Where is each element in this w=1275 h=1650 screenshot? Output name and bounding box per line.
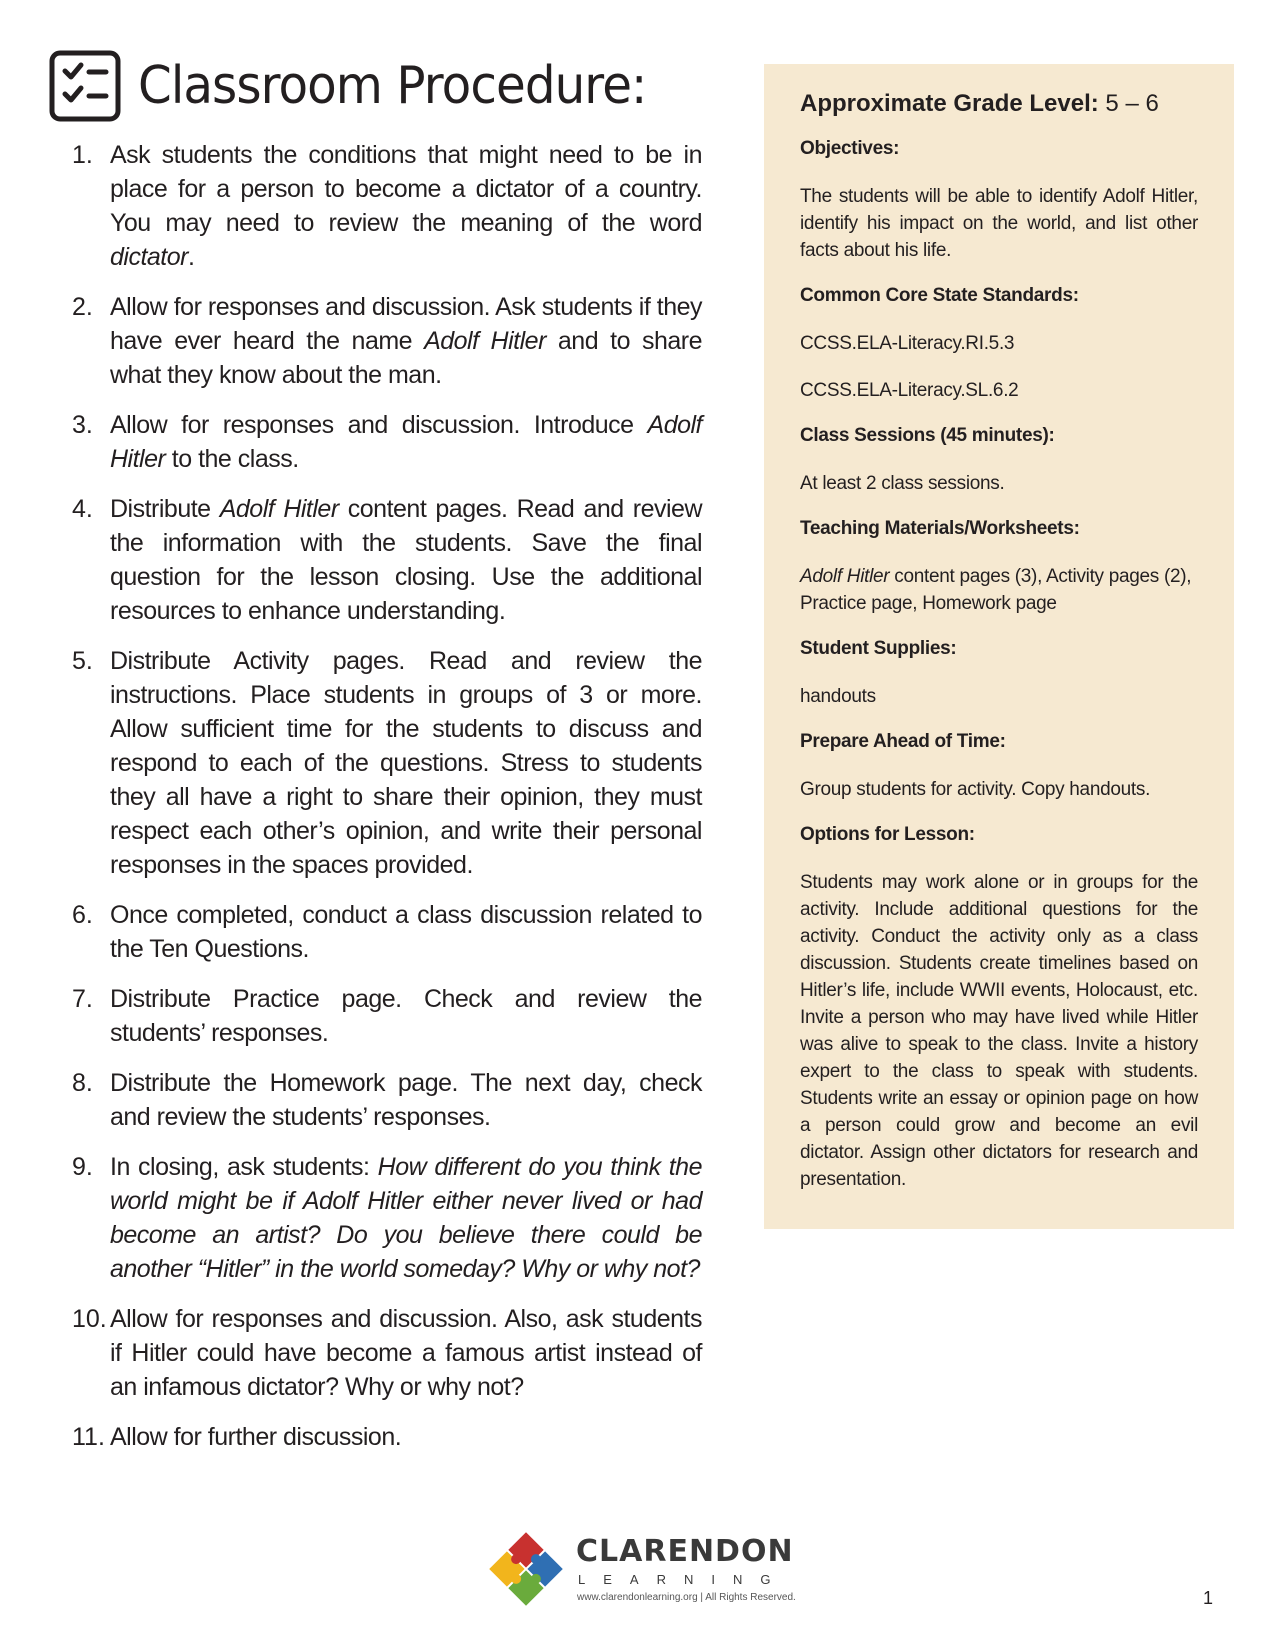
- grade-label: Approximate Grade Level:: [800, 90, 1099, 117]
- materials-text: [800, 563, 1198, 617]
- procedure-step: [72, 138, 702, 274]
- page-number: 1: [1203, 1588, 1214, 1608]
- step-text: [110, 644, 702, 882]
- brand-url: www.clarendonlearning.org | All Rights Reserved.: [577, 1592, 796, 1603]
- procedure-step: [72, 290, 702, 392]
- standards-heading: Common Core State Standards:: [800, 285, 1079, 306]
- brand-name: CLARENDON: [576, 1534, 794, 1569]
- step-text: [110, 1302, 702, 1404]
- step-number: 4.: [72, 495, 93, 523]
- procedure-steps: [72, 138, 702, 1454]
- step-number: 9.: [72, 1153, 93, 1181]
- step-number: 1.: [72, 141, 93, 169]
- checklist-icon: [48, 49, 122, 123]
- step-text-part: Allow for responses and discussion. Also, ask students if Hitler could have become a famous artist instead of an infamous dictator? Why or why not?: [110, 1305, 702, 1401]
- step-number: 2.: [72, 293, 93, 321]
- procedure-step: [72, 408, 702, 476]
- brand-subtitle: LEARNING: [578, 1572, 789, 1587]
- page-title: Classroom Procedure:: [138, 56, 647, 116]
- step-number: 8.: [72, 1069, 93, 1097]
- grade-level: [800, 89, 1198, 119]
- step-text-part: Distribute Practice page. Check and review the students’ responses.: [110, 985, 702, 1047]
- step-text: [110, 982, 702, 1050]
- step-text-part: Ask students the conditions that might need to be in place for a person to become a dictator of a country. You may need to review the meaning of the word: [110, 141, 702, 237]
- step-text-part: Allow for further discussion.: [110, 1423, 402, 1451]
- procedure-step: [72, 1150, 702, 1286]
- sessions-heading: Class Sessions (45 minutes):: [800, 425, 1055, 446]
- step-text-part: Distribute: [110, 495, 220, 523]
- procedure-column: [48, 48, 708, 1470]
- lesson-info-sidebar: [764, 64, 1234, 1229]
- step-number: 5.: [72, 647, 93, 675]
- step-text-part: Once completed, conduct a class discussion related to the Ten Questions.: [110, 901, 702, 963]
- step-text: [110, 408, 702, 476]
- procedure-step: [72, 644, 702, 882]
- standard-2: CCSS.ELA-Literacy.SL.6.2: [800, 380, 1019, 401]
- procedure-step: [72, 982, 702, 1050]
- step-text-part: and to share what they know about the man.: [110, 327, 703, 389]
- step-text-italic: Adolf Hitler: [110, 411, 702, 473]
- step-text-part: Distribute Activity pages. Read and review the instructions. Place students in groups of 3 or more. Allow sufficient time for the students to discuss and respond to each of the questions. Stress to students they all have a right to share their opinion, they must respect each other’s opinion, and write their personal responses in the spaces provided.: [110, 647, 702, 879]
- options-heading: Options for Lesson:: [800, 824, 975, 845]
- procedure-step: [72, 1066, 702, 1134]
- prepare-text: Group students for activity. Copy handouts.: [800, 779, 1151, 800]
- step-text-part: In closing, ask students:: [110, 1153, 378, 1181]
- procedure-step: [72, 1302, 702, 1404]
- step-text: [110, 138, 702, 274]
- materials-heading: Teaching Materials/Worksheets:: [800, 518, 1080, 539]
- standard-1: CCSS.ELA-Literacy.RI.5.3: [800, 333, 1015, 354]
- step-text-italic: Adolf Hitler: [424, 327, 546, 355]
- procedure-step: [72, 898, 702, 966]
- procedure-step: [72, 492, 702, 628]
- step-number: 3.: [72, 411, 93, 439]
- supplies-heading: Student Supplies:: [800, 638, 957, 659]
- step-text: [110, 1150, 702, 1286]
- options-text: Students may work alone or in groups for the activity. Include additional questions for the activity. Conduct the activity only as a class discussion. Students create timelines based on Hitler’s life, include WWII events, Holocaust, etc. Invite a person who may have lived while Hitler was alive to speak to the class. Invite a history expert to the class to speak with students. Students write an essay or opinion page on how a person could grow and become an evil dictator. Assign other dictators for research and presentation.: [800, 872, 1198, 1190]
- step-text-part: Allow for responses and discussion. Ask students if they have ever heard the name: [110, 293, 702, 355]
- materials-rest: content pages (3), Activity pages (2), Practice page, Homework page: [800, 566, 1192, 614]
- step-text-part: Allow for responses and discussion. Introduce: [110, 411, 648, 439]
- puzzle-logo-icon: [485, 1528, 567, 1610]
- step-number: 11.: [72, 1423, 105, 1451]
- step-text: [110, 1066, 702, 1134]
- procedure-step: [72, 1420, 702, 1454]
- title-row: [48, 48, 708, 124]
- materials-italic: Adolf Hitler: [800, 566, 890, 587]
- step-text-part: .: [187, 243, 195, 271]
- grade-value: 5 – 6: [1098, 90, 1159, 117]
- step-text-part: content pages. Read and review the information with the students. Save the final question for the lesson closing. Use the additional resources to enhance understanding.: [110, 495, 703, 625]
- step-text-part: Distribute the Homework page. The next day, check and review the students’ responses.: [110, 1069, 702, 1131]
- objectives-text: The students will be able to identify Adolf Hitler, identify his impact on the world, and list other facts about his life.: [800, 186, 1198, 261]
- step-number: 6.: [72, 901, 93, 929]
- objectives-heading: Objectives:: [800, 138, 900, 159]
- step-text-italic: Adolf Hitler: [219, 495, 339, 523]
- step-text: [110, 1420, 702, 1454]
- supplies-text: handouts: [800, 686, 876, 707]
- step-text-part: to the class.: [165, 445, 299, 473]
- sessions-text: At least 2 class sessions.: [800, 473, 1005, 494]
- step-text: [110, 290, 702, 392]
- step-number: 7.: [72, 985, 93, 1013]
- step-number: 10.: [72, 1305, 107, 1333]
- prepare-heading: Prepare Ahead of Time:: [800, 731, 1006, 752]
- step-text: [110, 898, 702, 966]
- step-text-italic: How different do you think the world might be if Adolf Hitler either never lived or had become an artist? Do you believe there could be another “Hitler” in the world someday? Why or why not?: [110, 1153, 702, 1283]
- step-text: [110, 492, 702, 628]
- step-text-italic: dictator: [110, 243, 188, 271]
